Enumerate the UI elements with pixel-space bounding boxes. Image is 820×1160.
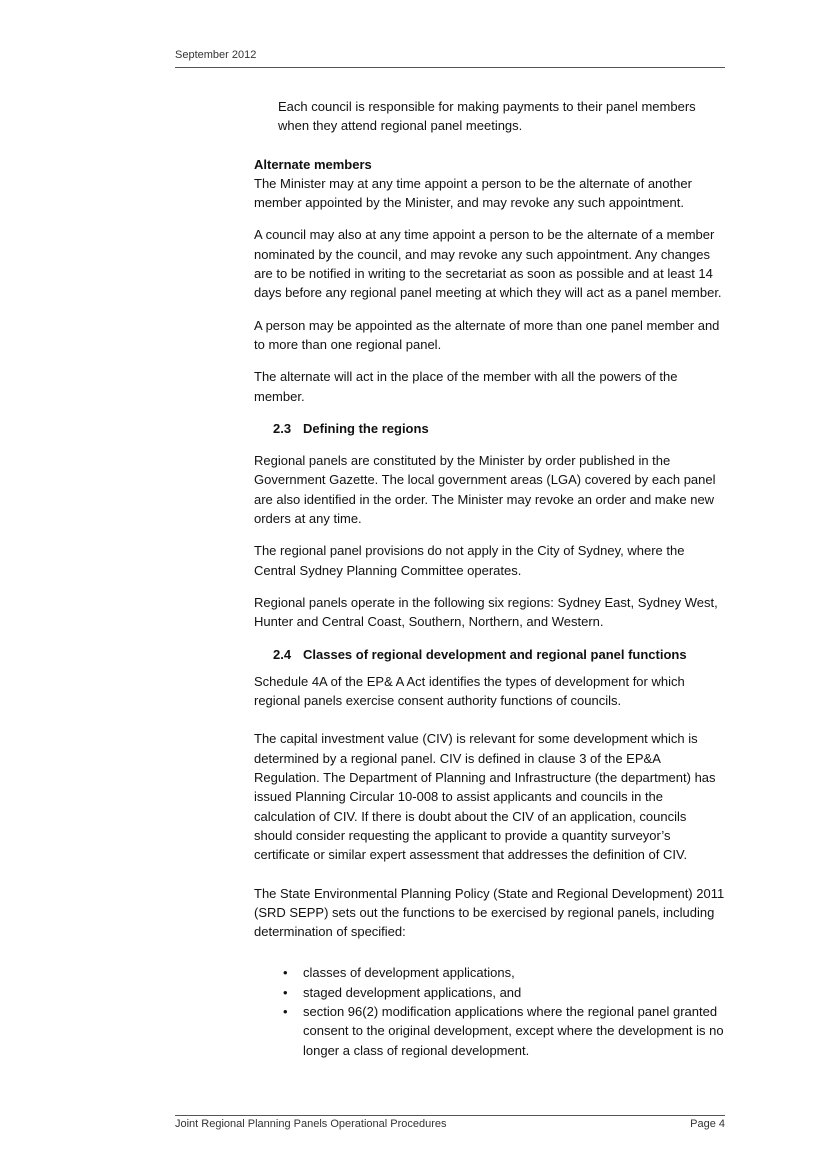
page-footer — [175, 1118, 725, 1130]
bullet-icon: • — [283, 965, 288, 981]
paragraph-classes-1: Schedule 4A of the EP& A Act identifies the types of development for which regional panels exercise consent authority functions of councils. — [254, 673, 685, 709]
paragraph-classes-3: The State Environmental Planning Policy (State and Regional Development) 2011 (SRD SEPP) sets out the functions to be exercised by regional panels, including determination of specified: — [254, 885, 725, 940]
section-number: 2.4 — [273, 646, 292, 662]
section-heading-2-4 — [254, 645, 726, 664]
heading-alternate-members: Alternate members — [254, 156, 372, 172]
bullet-list — [254, 963, 726, 1059]
footer-divider — [175, 1115, 725, 1116]
footer-title: Joint Regional Planning Panels Operational Procedures — [175, 1118, 447, 1130]
list-item — [254, 983, 726, 1002]
bullet-icon: • — [283, 984, 288, 1000]
section-title: Classes of regional development and regional panel functions — [303, 646, 687, 662]
paragraph-payments: Each council is responsible for making payments to their panel members when they attend regional panel meetings. — [278, 99, 696, 134]
paragraph-regions-1: Regional panels are constituted by the Minister by order published in the Government Gazette. The local government areas (LGA) covered by each panel are also identified in the order. The Minister may revoke an order and make new orders at any time. — [254, 453, 716, 527]
list-item-text: section 96(2) modification applications where the regional panel granted consent to the original development, except where the development is no longer a class of regional development. — [303, 1003, 724, 1058]
paragraph-regions-3: Regional panels operate in the following six regions: Sydney East, Sydney West, Hunter and Central Coast, Southern, Northern, and Western. — [254, 594, 718, 630]
page-header-date: September 2012 — [175, 49, 257, 61]
section-title: Defining the regions — [303, 420, 429, 436]
paragraph-regions-2: The regional panel provisions do not apply in the City of Sydney, where the Central Sydney Planning Committee operates. — [254, 543, 685, 578]
header-divider — [175, 67, 725, 68]
paragraph-alternate-3: A person may be appointed as the alternate of more than one panel member and to more than one regional panel. — [254, 317, 720, 352]
section-heading-2-3 — [254, 419, 726, 438]
paragraph-alternate-1: The Minister may at any time appoint a person to be the alternate of another member appointed by the Minister, and may revoke any such appointment. — [254, 175, 692, 211]
section-number: 2.3 — [273, 420, 292, 436]
paragraph-alternate-2: A council may also at any time appoint a person to be the alternate of a member nominated by the council, and may revoke any such appointment. Any changes are to be notified in writing to the secretariat as soon as possible and at least 14 days before any regional panel meeting at which they will act as a panel member. — [254, 227, 722, 301]
bullet-icon: • — [283, 1003, 288, 1019]
paragraph-classes-2: The capital investment value (CIV) is relevant for some development which is determined by a regional panel. CIV is defined in clause 3 of the EP&A Regulation. The Department of Planning and Infrastructure (the department) has issued Planning Circular 10-008 to assist applicants and councils in the calculation of CIV. If there is doubt about the CIV of an application, councils should consider requesting the applicant to provide a quantity surveyor’s certificate or similar expert assessment that addresses the definition of CIV. — [254, 731, 716, 863]
list-item — [254, 963, 726, 982]
list-item — [254, 1002, 726, 1060]
list-item-text: staged development applications, and — [303, 984, 522, 1000]
list-item-text: classes of development applications, — [303, 965, 515, 981]
page-number: Page 4 — [690, 1118, 725, 1130]
paragraph-alternate-4: The alternate will act in the place of the member with all the powers of the member. — [254, 369, 678, 404]
document-body — [254, 97, 726, 1060]
